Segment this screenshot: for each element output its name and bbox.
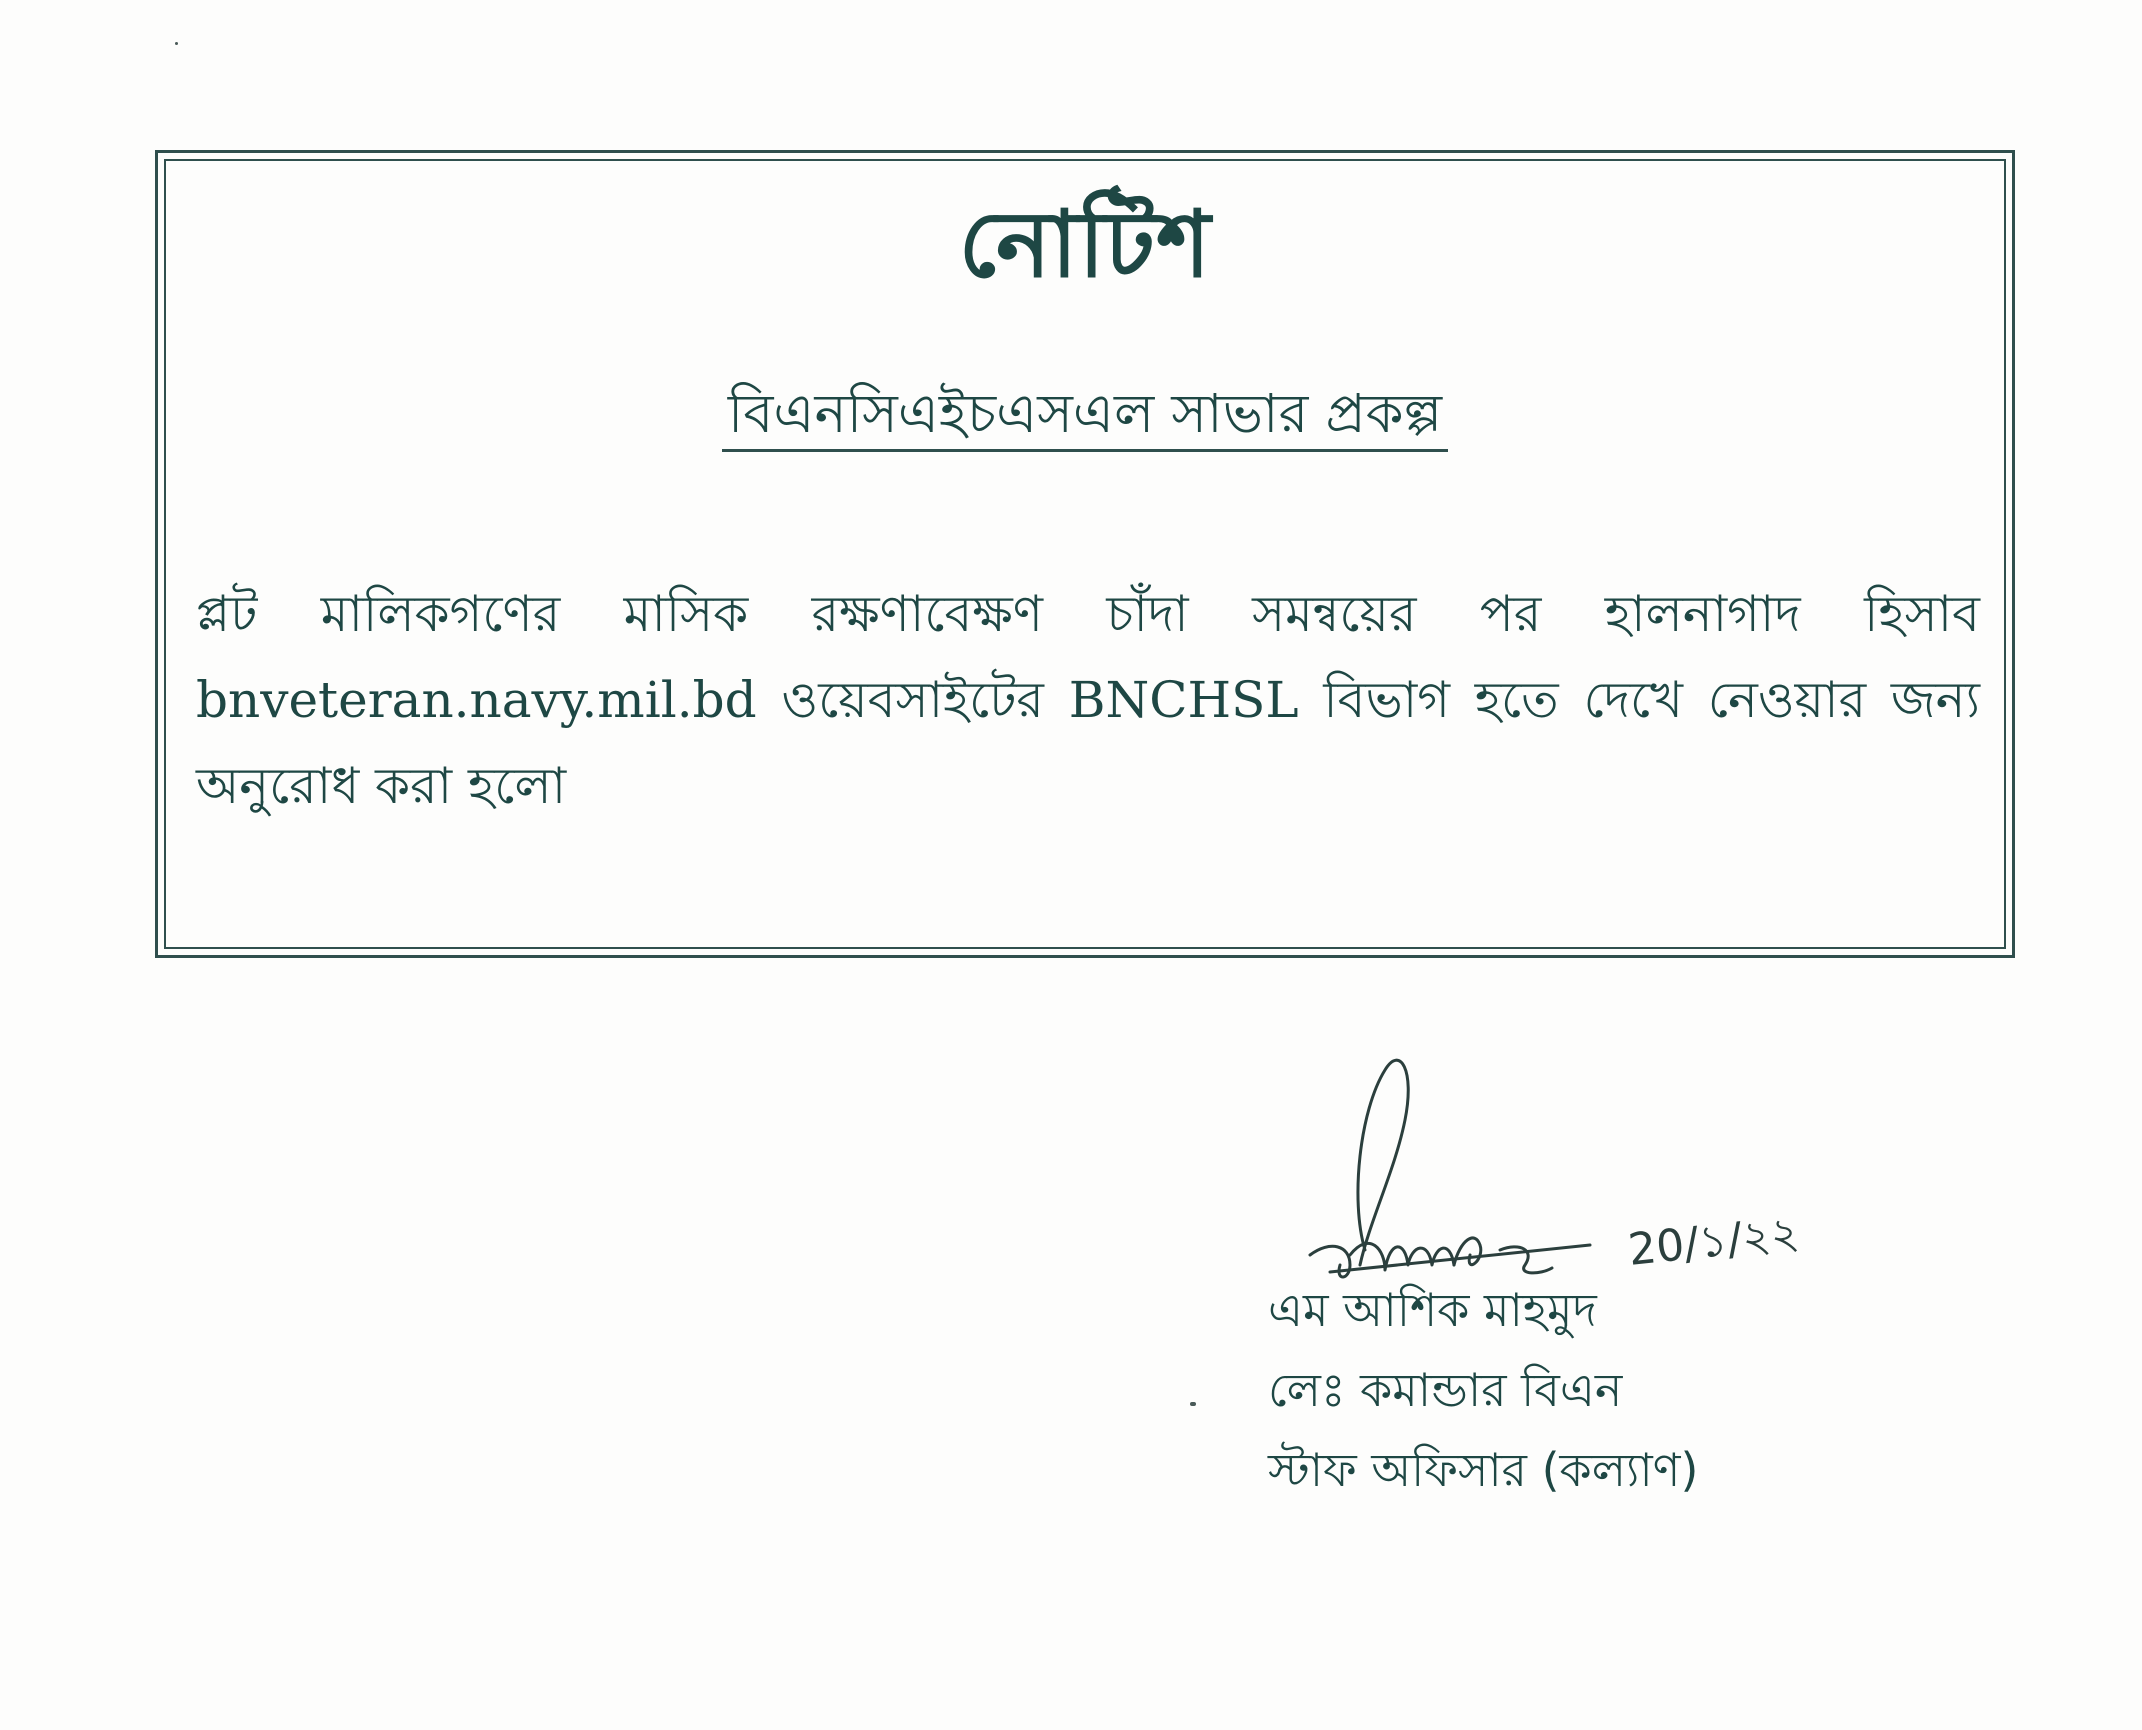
signatory-name: এম আশিক মাহমুদ — [1268, 1283, 1597, 1337]
notice-frame — [155, 150, 2015, 958]
scan-speck — [175, 42, 178, 45]
signatory-designation: স্টাফ অফিসার (কল্যাণ) — [1268, 1443, 1699, 1497]
signature-date: 20/১/২২ — [1625, 1207, 1802, 1276]
signature-block — [1268, 1270, 1698, 1510]
scan-speck — [1190, 1402, 1196, 1406]
notice-title: নোটিশ — [958, 191, 1212, 298]
notice-frame-inner — [164, 159, 2006, 949]
signatory-rank: লেঃ কমান্ডার বিএন — [1268, 1363, 1623, 1417]
notice-subtitle-wrap — [166, 383, 2004, 452]
notice-body: প্লট মালিকগণের মাসিক রক্ষণাবেক্ষণ চাঁদা সমন্বয়ের পর হালনাগাদ হিসাব bnveteran.navy.mil.bd ওয়েবসাইটের BNCHSL বিভাগ হতে দেখে নেওয়ার জন্য অনুরোধ করা হলো — [196, 585, 1980, 815]
notice-subtitle: বিএনসিএইচএসএল সাভার প্রকল্প — [722, 383, 1448, 452]
